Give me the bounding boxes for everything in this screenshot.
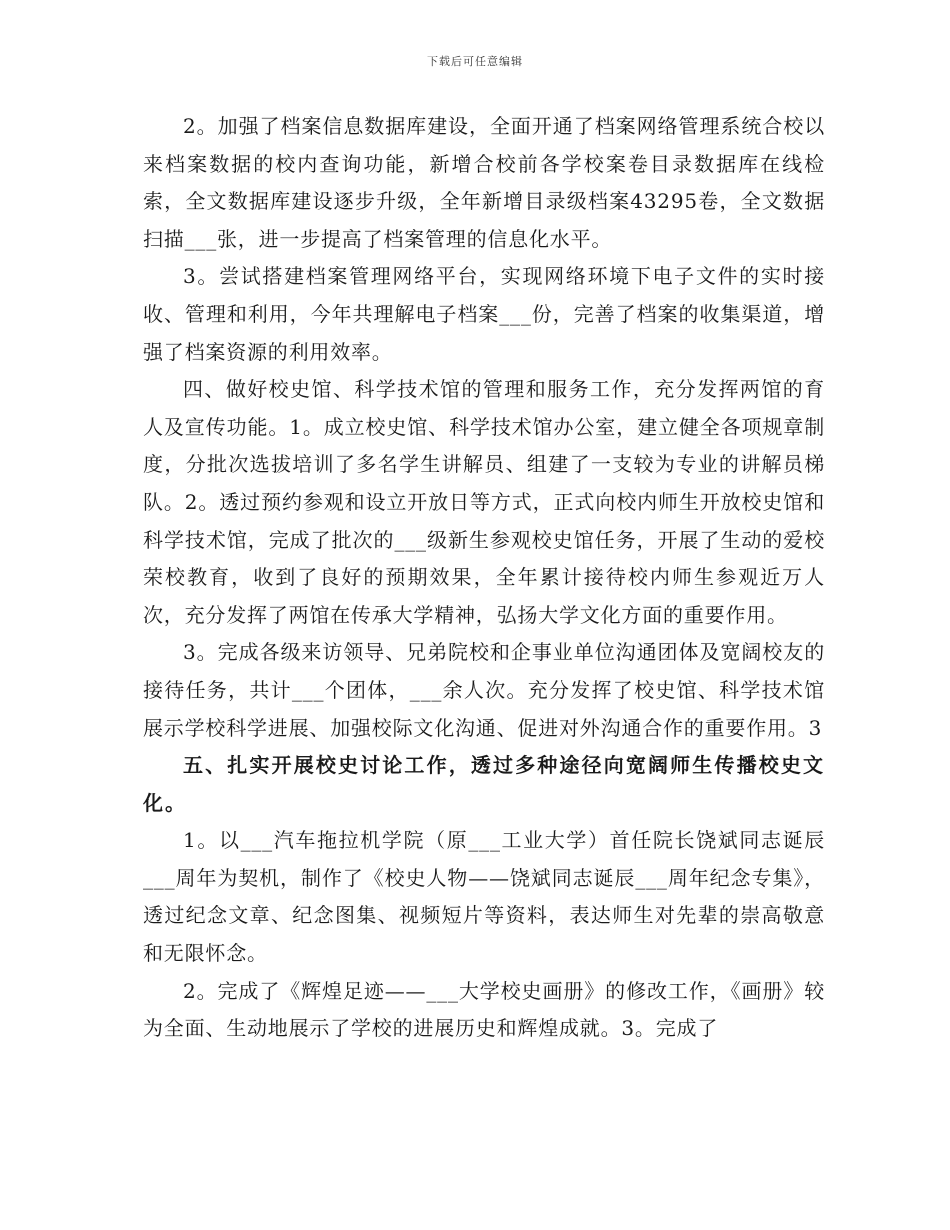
paragraph-anniversary-collection: 1。以___汽车拖拉机学院（原___工业大学）首任院长饶斌同志诞辰___周年为契机，制作了《校史人物——饶斌同志诞辰___周年纪念专集》，透过纪念文章、纪念图集、视频短片等资料，表达师生对先辈的崇高敬意和无限怀念。 [143, 828, 825, 966]
paragraph-visitor-reception: 3。完成各级来访领导、兄弟院校和企事业单位沟通团体及宽阔校友的接待任务，共计___个团体，___余人次。充分发挥了校史馆、科学技术馆展示学校科学进展、加强校际文化沟通、促进对外沟通合作的重要作用。3 [143, 640, 825, 740]
paragraph-museum-management: 四、做好校史馆、科学技术馆的管理和服务工作，充分发挥两馆的育人及宣传功能。1。成立校史馆、科学技术馆办公室，建立健全各项规章制度，分批次选拔培训了多名学生讲解员、组建了一支较为专业的讲解员梯队。2。透过预约参观和设立开放日等方式，正式向校内师生开放校史馆和科学技术馆，完成了批次的___级新生参观校史馆任务，开展了生动的爱校荣校教育，收到了良好的预期效果，全年累计接待校内师生参观近万人次，充分发挥了两馆在传承大学精神，弘扬大学文化方面的重要作用。 [143, 377, 825, 627]
paragraph-history-album: 2。完成了《辉煌足迹——___大学校史画册》的修改工作，《画册》较为全面、生动地展示了学校的进展历史和辉煌成就。3。完成了 [143, 978, 825, 1041]
page-header: 下载后可任意编辑 [427, 55, 523, 68]
paragraph-archive-platform: 3。尝试搭建档案管理网络平台，实现网络环境下电子文件的实时接收、管理和利用，今年共理解电子档案___份，完善了档案的收集渠道，增强了档案资源的利用效率。 [143, 264, 825, 364]
paragraph-archive-database: 2。加强了档案信息数据库建设，全面开通了档案网络管理系统合校以来档案数据的校内查询功能，新增合校前各学校案卷目录数据库在线检索，全文数据库建设逐步升级，全年新增目录级档案43295卷，全文数据扫描___张，进一步提高了档案管理的信息化水平。 [143, 114, 825, 251]
document-body [143, 108, 825, 1048]
section-heading-school-history: 五、扎实开展校史讨论工作，透过多种途径向宽阔师生传播校史文化。 [143, 753, 825, 815]
